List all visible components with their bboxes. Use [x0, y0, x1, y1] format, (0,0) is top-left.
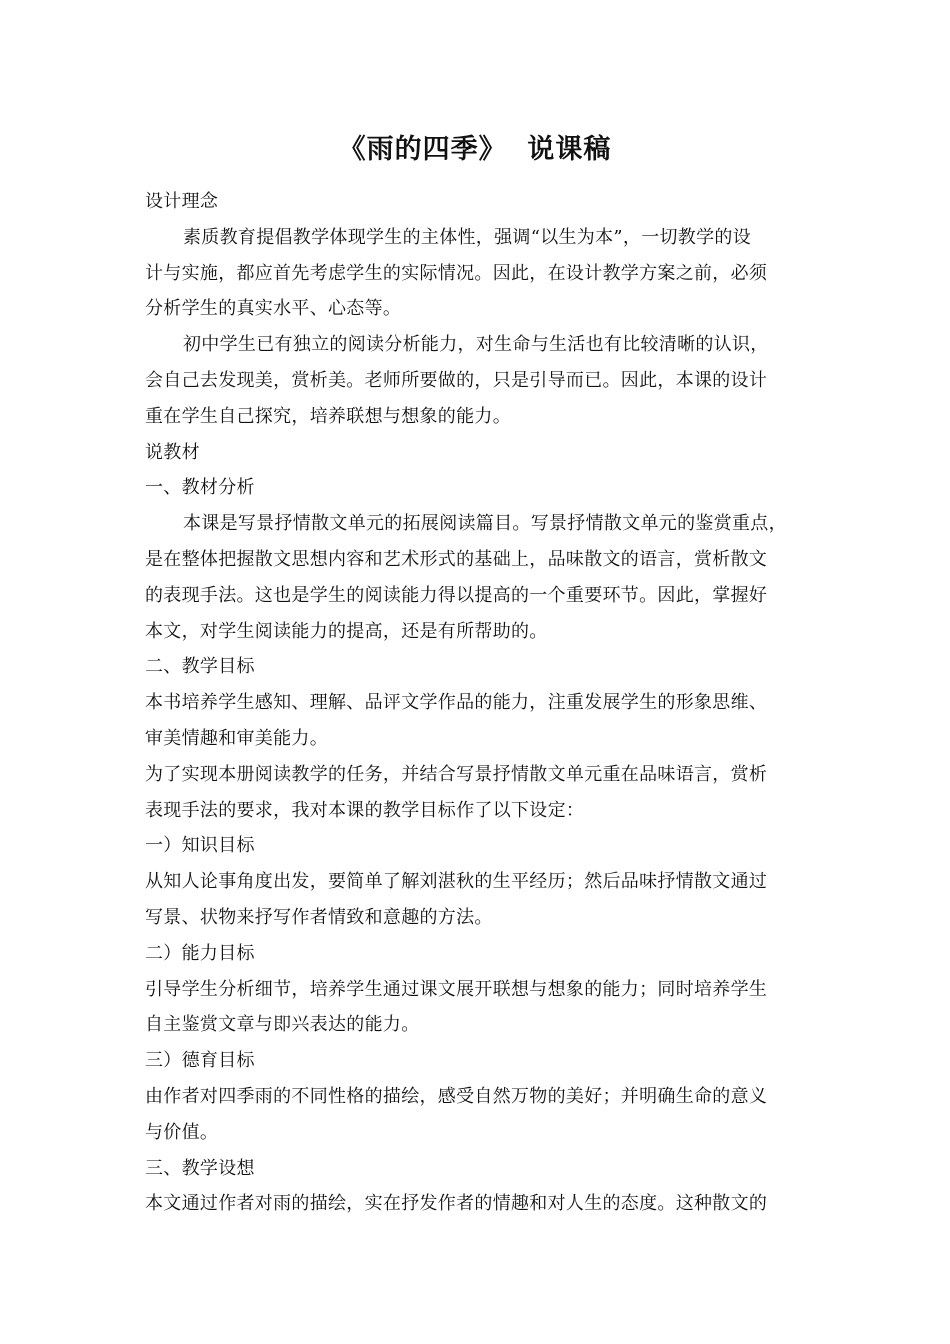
text-line: 分析学生的真实水平、心态等。	[145, 298, 402, 320]
document-title: 《雨的四季》 说课稿	[338, 134, 612, 165]
text-line: 本文通过作者对雨的描绘，实在抒发作者的情趣和对人生的态度。这种散文的	[145, 1193, 768, 1215]
text-line: 会自己去发现美，赏析美。老师所要做的，只是引导而已。因此，本课的设计	[145, 369, 768, 391]
text-line: 自主鉴赏文章与即兴表达的能力。	[145, 1014, 420, 1036]
section-heading: 三、教学设想	[145, 1157, 255, 1179]
section-heading: 说教材	[145, 441, 200, 463]
subsection-heading: 一）知识目标	[145, 835, 255, 857]
text-line: 从知人论事角度出发，要简单了解刘湛秋的生平经历；然后品味抒情散文通过	[145, 871, 768, 893]
text-line: 审美情趣和审美能力。	[145, 727, 328, 749]
text-line: 是在整体把握散文思想内容和艺术形式的基础上，品味散文的语言，赏析散文	[145, 548, 768, 570]
document-body	[145, 184, 810, 1222]
text-line: 素质教育提倡教学体现学生的主体性，强调“以生为本”，一切教学的设	[183, 226, 752, 248]
text-line: 引导学生分析细节，培养学生通过课文展开联想与想象的能力；同时培养学生	[145, 978, 768, 1000]
section-heading: 二、教学目标	[145, 656, 255, 678]
text-line: 初中学生已有独立的阅读分析能力，对生命与生活也有比较清晰的认识，	[183, 334, 769, 356]
subsection-heading: 二）能力目标	[145, 942, 255, 964]
text-line: 的表现手法。这也是学生的阅读能力得以提高的一个重要环节。因此，掌握好	[145, 584, 768, 606]
subsection-heading: 三）德育目标	[145, 1050, 255, 1072]
text-line: 本书培养学生感知、理解、品评文学作品的能力，注重发展学生的形象思维、	[145, 692, 768, 714]
text-line: 与价值。	[145, 1121, 219, 1143]
text-line: 本文，对学生阅读能力的提高，还是有所帮助的。	[145, 620, 548, 642]
text-line: 由作者对四季雨的不同性格的描绘，感受自然万物的美好；并明确生命的意义	[145, 1085, 768, 1107]
text-line: 设计理念	[145, 191, 219, 212]
text-line: 写景、状物来抒写作者情致和意趣的方法。	[145, 906, 493, 928]
text-line: 为了实现本册阅读教学的任务，并结合写景抒情散文单元重在品味语言，赏析	[145, 763, 768, 785]
text-line: 重在学生自己探究，培养联想与想象的能力。	[145, 405, 511, 427]
section-heading: 一、教材分析	[145, 477, 255, 499]
text-line: 本课是写景抒情散文单元的拓展阅读篇目。写景抒情散文单元的鉴赏重点，	[183, 513, 787, 535]
text-line: 计与实施，都应首先考虑学生的实际情况。因此，在设计教学方案之前，必须	[145, 262, 768, 284]
text-line: 表现手法的要求，我对本课的教学目标作了以下设定：	[145, 799, 585, 821]
